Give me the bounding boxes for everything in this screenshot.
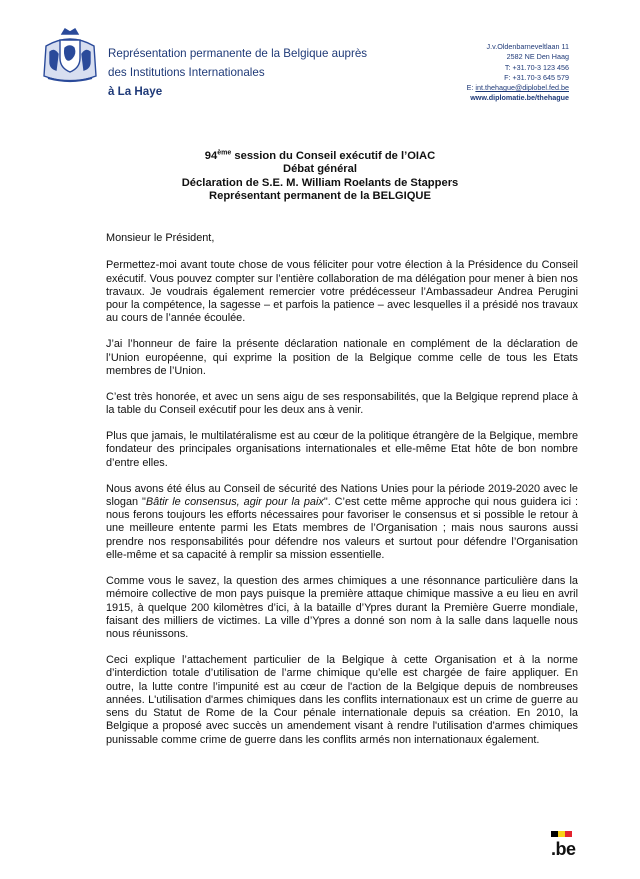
title-line-3: Déclaration de S.E. M. William Roelants de Stappers <box>181 176 459 189</box>
belgian-coat-of-arms-icon <box>38 26 102 88</box>
salutation: Monsieur le Président, <box>106 232 215 244</box>
title-line-2: Débat général <box>283 163 357 176</box>
session-ordinal: ème <box>217 149 232 157</box>
paragraph-1: Permettez-moi avant toute chose de vous féliciter pour votre élection à la Présidence du Conseil exécutif. Vous pouvez compter sur l’entière collaboration de ma délégation pour mener à bien nos travaux. Je voudrais également remercier votre prédécesseur l’Ambassadeur Andrea Perugini pour la compétence, la sagesse – et parfois la patience – avec lesquelles il a présidé nos travaux au cours de l’année écoulée. <box>106 259 578 325</box>
org-line-3: à La Haye <box>108 85 163 98</box>
address-line-2: 2582 NE Den Haag <box>506 52 569 62</box>
website-link[interactable]: www.diplomatie.be/thehague <box>470 93 569 103</box>
session-number: 94 <box>204 150 218 162</box>
session-title: session du Conseil exécutif de l’OIAC <box>231 150 436 162</box>
flag-stripe-yellow <box>558 831 565 837</box>
email-label: E: <box>466 83 474 93</box>
contact-block <box>467 42 569 104</box>
fax: F: +31.70-3 645 579 <box>504 72 569 82</box>
paragraph-5-end: ". C’est cette même approche qui nous guidera ici : nous ferons toujours les efforts nécessaires pour favoriser le consensus et si possible le retour à une meilleure entente parmi les Etats membres de l’Organisation ; mais nous saurons aussi prendre nos responsabilités pour défendre nos valeurs et surtout pour défendre l’Organisation elle-même et sa capacité à remplir sa mission essentielle. <box>106 495 578 562</box>
paragraph-3: C’est très honorée, et avec un sens aigu de ses responsabilités, que la Belgique reprend place à la table du Conseil exécutif pour les deux ans à venir. <box>106 390 578 417</box>
flag-stripe-red <box>565 831 572 837</box>
slogan: Bâtir le consensus, agir pour la paix <box>145 495 324 508</box>
org-line-2: des Institutions Internationales <box>108 66 265 79</box>
statement-body <box>106 232 578 760</box>
paragraph-4: Plus que jamais, le multilatéralisme est au cœur de la politique étrangère de la Belgique, membre fondateur des principales organisations internationales et elle-même Etat hôte de bon nombre d’entre elles. <box>106 430 578 469</box>
org-line-1: Représentation permanente de la Belgique auprès <box>108 47 368 60</box>
telephone: T: +31.70-3 123 456 <box>504 62 569 72</box>
title-line-1 <box>0 150 640 163</box>
be-logo: .be <box>551 839 576 859</box>
belgian-flag-icon <box>551 831 572 837</box>
email-row <box>467 83 569 93</box>
paragraph-5 <box>106 483 578 563</box>
issuing-organization <box>108 44 367 101</box>
flag-stripe-black <box>551 831 558 837</box>
address-line-1: J.v.Oldenbarneveltlaan 11 <box>486 42 569 51</box>
statement-title <box>0 150 640 204</box>
paragraph-2: J’ai l’honneur de faire la présente déclaration nationale en complément de la déclaration de l’Union européenne, qui exprime la position de la Belgique comme celle de tous les Etats membres de l’Union. <box>106 338 578 377</box>
title-line-4: Représentant permanent de la BELGIQUE <box>209 190 431 203</box>
paragraph-5-start: Nous avons été élus au Conseil de sécurité des Nations Unies pour la période 2019-2020 avec le slogan " <box>106 482 578 508</box>
paragraph-7: Ceci explique l’attachement particulier de la Belgique à cette Organisation et à la norme d’interdiction totale d’utilisation de l’arme chimique qu’elle est chargée de faire appliquer. En outre, la lutte contre l’impunité est au cœur de l'action de la Belgique depuis de nombreuses années. L'utilisation d'armes chimiques dans les conflits internationaux est un crime de guerre au sens du Statut de Rome de la Cour pénale internationale depuis sa création. En 2010, la Belgique a proposé avec succès un amendement visant à rendre l'utilisation d'armes chimiques punissable comme crime de guerre dans les conflits armés non internationaux également. <box>106 653 578 746</box>
email-link[interactable]: int.thehague@diplobel.fed.be <box>475 83 569 93</box>
paragraph-6: Comme vous le savez, la question des armes chimiques a une résonnance particulière dans la mémoire collective de mon pays puisque la première attaque chimique massive a eu lieu en avril 1915, à quelque 200 kilomètres d’ici, à la bataille d’Ypres durant la Première Guerre mondiale, faisant des milliers de victimes. La ville d’Ypres a donné son nom à la salle dans laquelle nous nous réunissons. <box>106 574 578 641</box>
